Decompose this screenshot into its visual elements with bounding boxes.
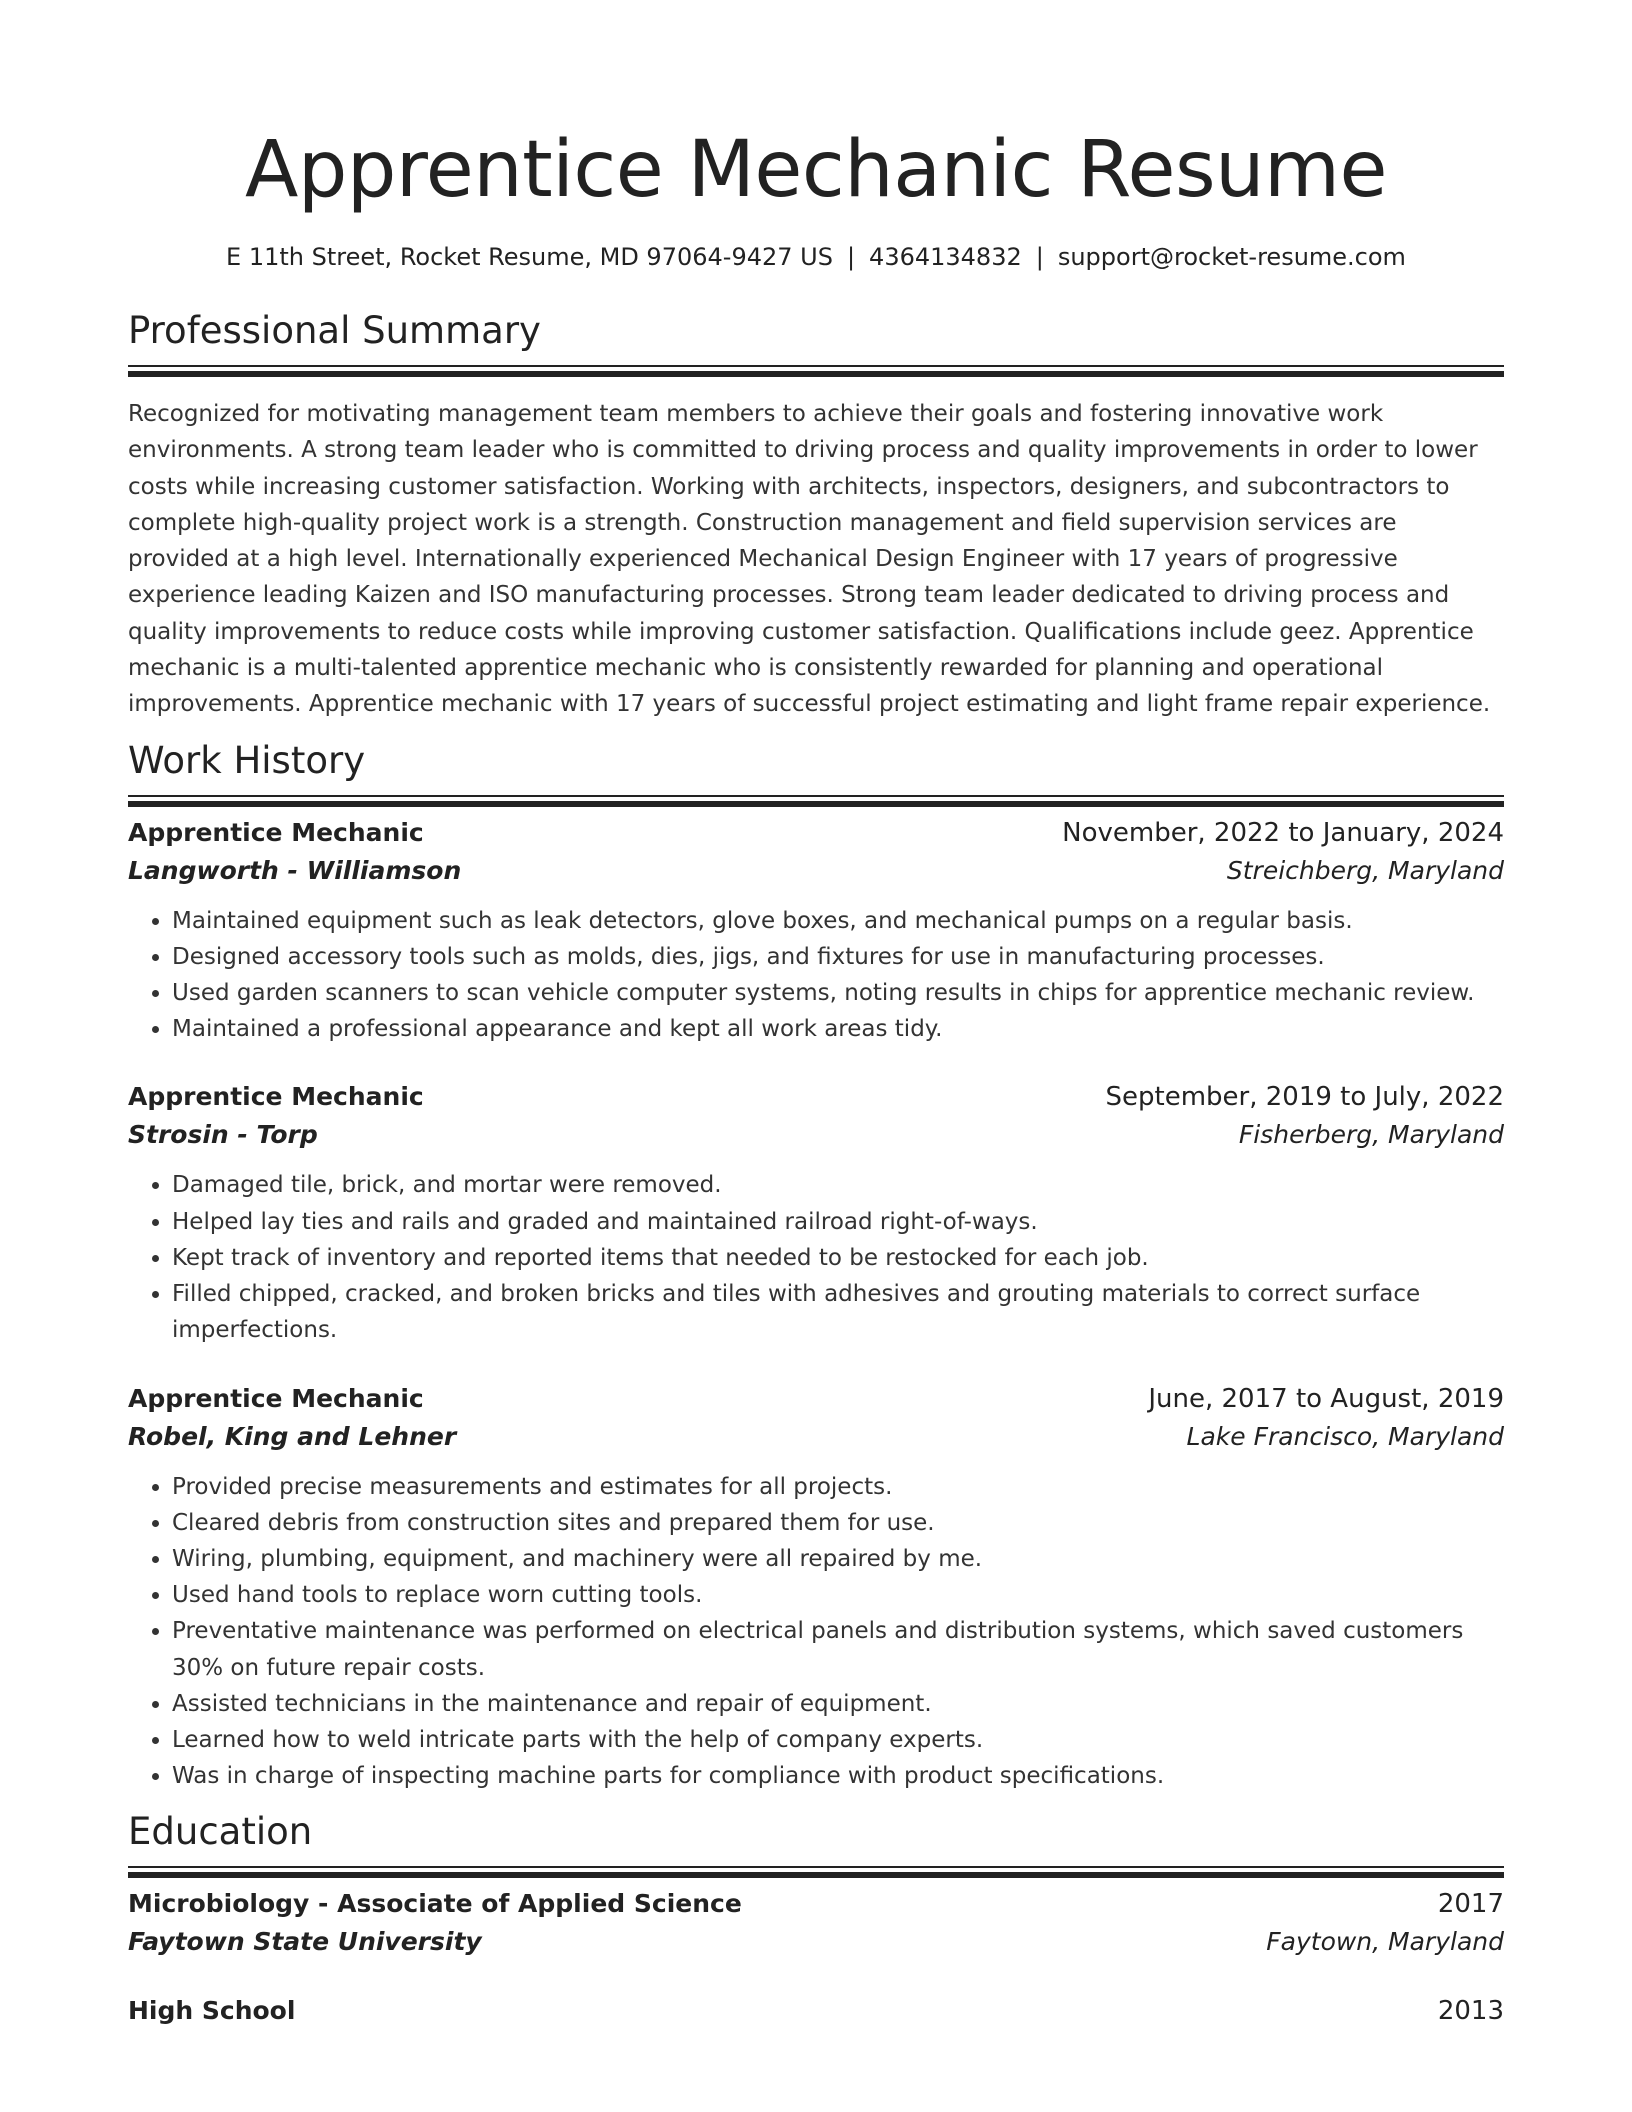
list-item: • Maintained equipment such as leak detectors, glove boxes, and mechanical pumps on a regular basis.	[172, 903, 1504, 939]
job-dates: September, 2019 to July, 2022	[1105, 1082, 1504, 1113]
job-title: Apprentice Mechanic	[128, 1082, 424, 1112]
education-entry	[128, 1992, 1504, 2030]
summary-text: Recognized for motivating management team members to achieve their goals and fostering innovative work environments. A strong team leader who is committed to driving process and quality improvements in order to lower costs while increasing customer satisfaction. Working with architects, inspectors, designers, and subcontractors to complete high-quality project work is a strength. Construction management and field supervision services are provided at a high level. Internationally experienced Mechanical Design Engineer with 17 years of progressive experience leading Kaizen and ISO manufacturing processes. Strong team leader dedicated to driving process and quality improvements to reduce costs while improving customer satisfaction. Qualifications include geez. Apprentice mechanic is a multi-talented apprentice mechanic who is consistently rewarded for planning and operational improvements. Apprentice mechanic with 17 years of successful project estimating and light frame repair experience.	[128, 401, 1491, 718]
list-item: • Was in charge of inspecting machine parts for compliance with product specifications.	[172, 1758, 1504, 1794]
section-title-summary: Professional Summary	[128, 309, 541, 352]
job-bullets	[128, 1469, 1504, 1795]
contact-separator: |	[846, 243, 856, 271]
job-dates: November, 2022 to January, 2024	[1062, 817, 1504, 848]
list-item: • Used hand tools to replace worn cutting tools.	[172, 1577, 1504, 1613]
job-employer: Strosin - Torp	[128, 1120, 318, 1150]
education-section	[128, 1808, 1504, 2030]
job-entry	[128, 1380, 1504, 1795]
work-history-section	[128, 737, 1504, 1795]
list-item: • Maintained a professional appearance and kept all work areas tidy.	[172, 1011, 1504, 1047]
section-title-education: Education	[128, 1810, 313, 1854]
education-entry	[128, 1885, 1504, 1961]
job-employer: Langworth - Williamson	[128, 855, 462, 885]
job-title: Apprentice Mechanic	[128, 817, 424, 847]
section-divider	[128, 795, 1504, 797]
contact-email: support@rocket-resume.com	[1057, 243, 1406, 271]
list-item: • Helped lay ties and rails and graded and maintained railroad right-of-ways.	[172, 1204, 1504, 1240]
summary-section	[128, 307, 1504, 723]
job-title: Apprentice Mechanic	[128, 1383, 424, 1413]
contact-phone: 4364134832	[869, 243, 1022, 271]
job-bullets	[128, 1167, 1504, 1348]
resume-page	[128, 0, 1504, 2030]
list-item: • Learned how to weld intricate parts with the help of company experts.	[172, 1722, 1504, 1758]
section-title-work-history: Work History	[128, 738, 366, 782]
degree: High School	[128, 1996, 296, 2026]
job-bullets	[128, 903, 1504, 1048]
list-item: • Kept track of inventory and reported items that needed to be restocked for each job.	[172, 1240, 1504, 1276]
list-item: • Used garden scanners to scan vehicle computer systems, noting results in chips for apprentice mechanic review.	[172, 975, 1504, 1011]
job-dates: June, 2017 to August, 2019	[1148, 1383, 1504, 1414]
contact-address: E 11th Street, Rocket Resume, MD 97064-9427 US	[226, 243, 833, 271]
job-location: Fisherberg, Maryland	[1238, 1120, 1504, 1150]
job-employer: Robel, King and Lehner	[128, 1421, 457, 1451]
section-divider	[128, 365, 1504, 367]
graduation-year: 2013	[1437, 1996, 1504, 2027]
job-entry	[128, 1078, 1504, 1348]
list-item: • Preventative maintenance was performed on electrical panels and distribution systems, which saved customers 30% on future repair costs.	[172, 1613, 1504, 1685]
list-item: • Cleared debris from construction sites and prepared them for use.	[172, 1505, 1504, 1541]
list-item: • Filled chipped, cracked, and broken bricks and tiles with adhesives and grouting materials to correct surface imperfections.	[172, 1276, 1504, 1348]
resume-title: Apprentice Mechanic Resume	[245, 125, 1387, 215]
job-entry	[128, 814, 1504, 1048]
school-location: Faytown, Maryland	[1266, 1927, 1504, 1957]
job-location: Streichberg, Maryland	[1226, 855, 1504, 885]
degree: Microbiology - Associate of Applied Science	[128, 1889, 742, 1919]
contact-line	[128, 240, 1504, 274]
contact-separator: |	[1035, 243, 1044, 271]
list-item: • Damaged tile, brick, and mortar were removed.	[172, 1167, 1504, 1203]
list-item: • Provided precise measurements and estimates for all projects.	[172, 1469, 1504, 1505]
section-divider	[128, 1866, 1504, 1868]
list-item: • Assisted technicians in the maintenance and repair of equipment.	[172, 1686, 1504, 1722]
school-name: Faytown State University	[128, 1927, 482, 1957]
job-location: Lake Francisco, Maryland	[1186, 1421, 1504, 1451]
graduation-year: 2017	[1437, 1889, 1504, 1920]
list-item: • Wiring, plumbing, equipment, and machinery were all repaired by me.	[172, 1541, 1504, 1577]
list-item: • Designed accessory tools such as molds, dies, jigs, and fixtures for use in manufacturing processes.	[172, 939, 1504, 975]
